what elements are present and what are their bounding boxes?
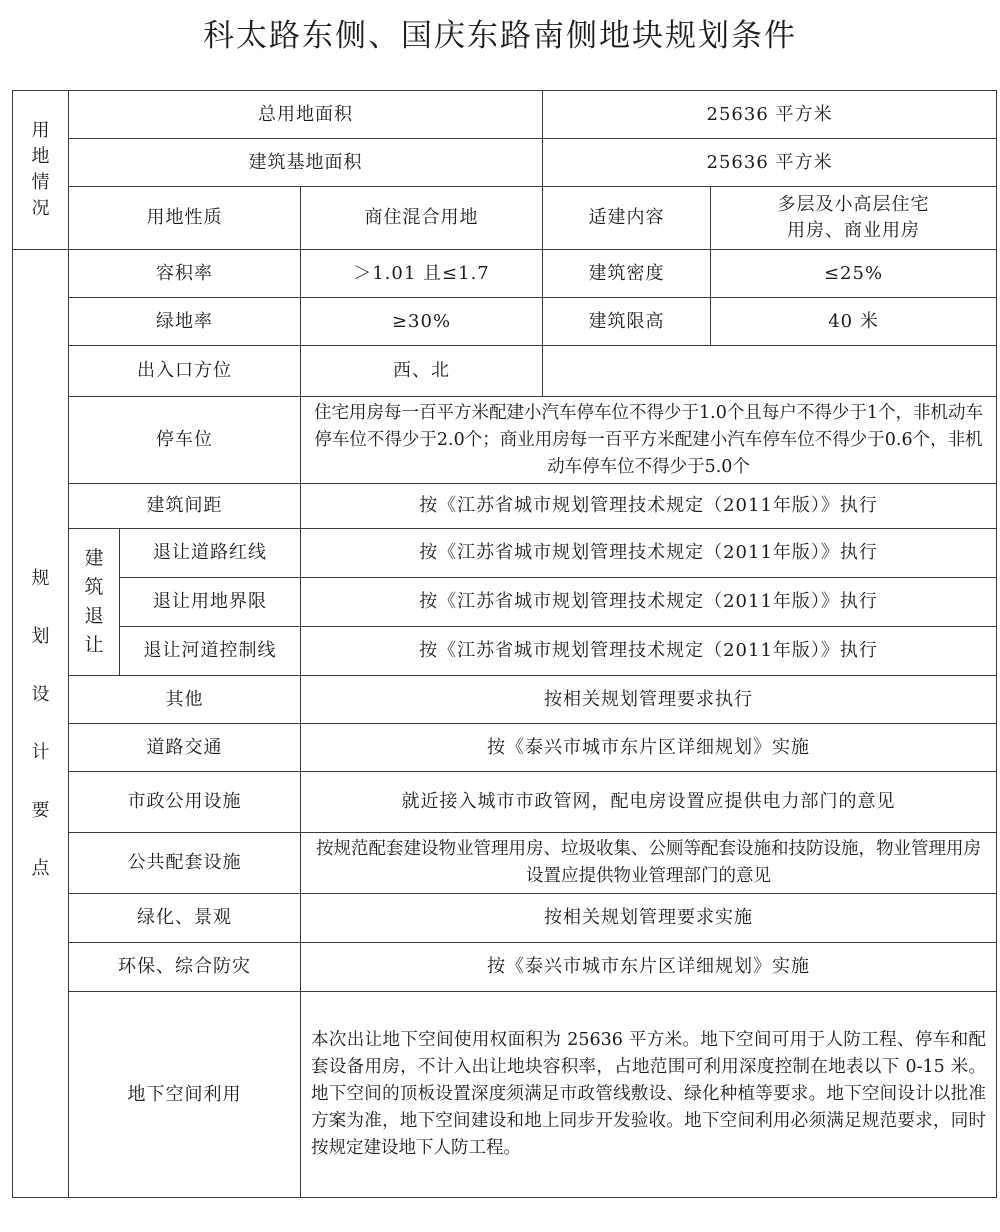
row-traffic	[13, 724, 997, 772]
setback-group-char: 退	[84, 605, 104, 627]
density-label: 建筑密度	[543, 250, 711, 298]
planning-conditions-table	[12, 90, 997, 1198]
setback-river-label: 退让河道控制线	[120, 627, 301, 676]
section-label-char: 情	[31, 172, 50, 193]
suitable-value-line: 用房、商业用房	[787, 220, 920, 241]
env-value: 按《泰兴市城市东片区详细规划》实施	[301, 943, 997, 992]
public-label: 公共配套设施	[69, 833, 301, 894]
entrance-empty-cell	[543, 346, 997, 397]
traffic-value: 按《泰兴市城市东片区详细规划》实施	[301, 724, 997, 772]
green-label: 绿地率	[69, 298, 301, 346]
row-building-base	[13, 139, 997, 187]
section-label-char: 地	[31, 146, 50, 167]
height-value: 40 米	[711, 298, 997, 346]
row-greening	[13, 894, 997, 943]
row-parking	[13, 397, 997, 484]
setback-road-label: 退让道路红线	[120, 529, 301, 578]
section-label-char: 用	[31, 120, 50, 141]
parking-label: 停车位	[69, 397, 301, 484]
setback-river-value: 按《江苏省城市规划管理技术规定（2011年版）》执行	[301, 627, 997, 676]
building-base-label: 建筑基地面积	[69, 139, 543, 187]
suitable-value	[711, 187, 997, 250]
row-municipal	[13, 772, 997, 833]
row-env	[13, 943, 997, 992]
row-total-area	[13, 91, 997, 139]
height-label: 建筑限高	[543, 298, 711, 346]
section-label-planning	[13, 250, 69, 1198]
section-label-char: 划	[31, 625, 50, 647]
section-label-land	[13, 91, 69, 250]
row-land-use	[13, 187, 997, 250]
other-label: 其他	[69, 676, 301, 724]
building-base-value: 25636 平方米	[543, 139, 997, 187]
row-public	[13, 833, 997, 894]
setback-group-char: 建	[84, 547, 104, 569]
public-value: 按规范配套建设物业管理用房、垃圾收集、公厕等配套设施和技防设施，物业管理用房设置应提供物业管理部门的意见	[301, 833, 997, 894]
section-label-char: 要	[31, 799, 50, 821]
greening-value: 按相关规划管理要求实施	[301, 894, 997, 943]
env-label: 环保、综合防灾	[69, 943, 301, 992]
municipal-value: 就近接入城市市政管网，配电房设置应提供电力部门的意见	[301, 772, 997, 833]
parking-value: 住宅用房每一百平方米配建小汽车停车位不得少于1.0个且每户不得少于1个，非机动车停车位不得少于2.0个；商业用房每一百平方米配建小汽车停车位不得少于0.6个，非机动车停车位不得少于5.0个	[301, 397, 997, 484]
total-area-value: 25636 平方米	[543, 91, 997, 139]
setback-boundary-value: 按《江苏省城市规划管理技术规定（2011年版）》执行	[301, 578, 997, 627]
spacing-label: 建筑间距	[69, 484, 301, 529]
spacing-value: 按《江苏省城市规划管理技术规定（2011年版）》执行	[301, 484, 997, 529]
suitable-value-line: 多层及小高层住宅	[777, 194, 930, 215]
setback-group-label	[69, 529, 120, 676]
row-setback-boundary	[13, 578, 997, 627]
row-setback-river	[13, 627, 997, 676]
setback-road-value: 按《江苏省城市规划管理技术规定（2011年版）》执行	[301, 529, 997, 578]
entrance-label: 出入口方位	[69, 346, 301, 397]
section-label-char: 计	[31, 741, 50, 763]
row-far	[13, 250, 997, 298]
row-setback-road	[13, 529, 997, 578]
setback-boundary-label: 退让用地界限	[120, 578, 301, 627]
green-value: ≥30%	[301, 298, 543, 346]
setback-group-char: 让	[84, 634, 104, 656]
greening-label: 绿化、景观	[69, 894, 301, 943]
entrance-value: 西、北	[301, 346, 543, 397]
traffic-label: 道路交通	[69, 724, 301, 772]
density-value: ≤25%	[711, 250, 997, 298]
underground-value: 本次出让地下空间使用权面积为 25636 平方米。地下空间可用于人防工程、停车和配套设备用房，不计入出让地块容积率，占地范围可利用深度控制在地表以下 0-15 米。地下空间的顶板设置深度须满足市政管线敷设、绿化种植等要求。地下空间设计以批准方案为准，地下空间建设和地上同步开发验收。地下空间利用必须满足规范要求，同时按规定建设地下人防工程。	[301, 992, 997, 1198]
other-value: 按相关规划管理要求执行	[301, 676, 997, 724]
section-label-char: 设	[31, 683, 50, 705]
section-label-char: 况	[31, 198, 50, 219]
row-entrance	[13, 346, 997, 397]
section-label-char: 点	[31, 857, 50, 879]
row-spacing	[13, 484, 997, 529]
far-value: ＞1.01 且≤1.7	[301, 250, 543, 298]
land-use-label: 用地性质	[69, 187, 301, 250]
section-label-char: 规	[31, 567, 50, 589]
far-label: 容积率	[69, 250, 301, 298]
row-other	[13, 676, 997, 724]
total-area-label: 总用地面积	[69, 91, 543, 139]
document-title: 科太路东侧、国庆东路南侧地块规划条件	[203, 18, 797, 54]
setback-group-char: 筑	[84, 576, 104, 598]
municipal-label: 市政公用设施	[69, 772, 301, 833]
land-use-value: 商住混合用地	[301, 187, 543, 250]
suitable-label: 适建内容	[543, 187, 711, 250]
row-green	[13, 298, 997, 346]
underground-label: 地下空间利用	[69, 992, 301, 1198]
row-underground	[13, 992, 997, 1198]
